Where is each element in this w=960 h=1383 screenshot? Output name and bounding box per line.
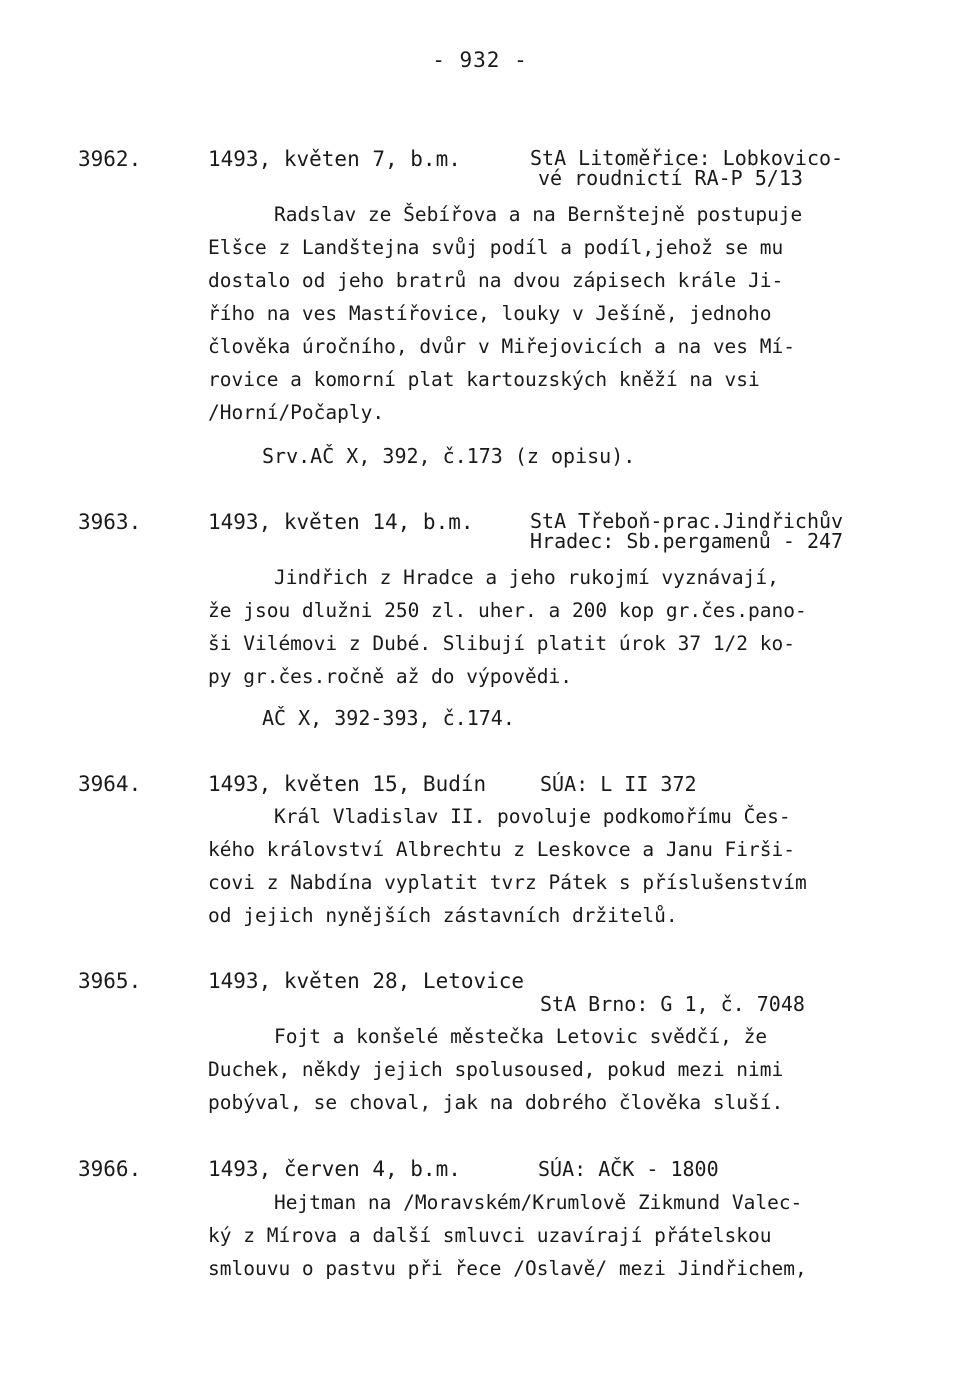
entry-number: 3966. <box>78 1157 142 1181</box>
summary-line: že jsou dlužni 250 zl. uher. a 200 kop gr.čes.pano- <box>208 599 807 622</box>
entry-number: 3963. <box>78 510 142 534</box>
summary-line: Hejtman na /Moravském/Krumlově Zikmund Valec- <box>274 1191 803 1214</box>
entry-summary <box>208 198 888 429</box>
archive-line: Hradec: Sb.pergamenů - 247 <box>530 529 844 553</box>
summary-line: ký z Mírova a další smluvci uzavírají přátelskou <box>208 1224 772 1247</box>
summary-line: py gr.čes.ročně až do výpovědi. <box>208 665 572 688</box>
summary-line: člověka úročního, dvůr v Miřejovicích a na ves Mí- <box>208 335 795 358</box>
entry-date: 1493, květen 14, b.m. <box>208 510 474 534</box>
summary-line: dostalo od jeho bratrů na dvou zápisech krále Ji- <box>208 269 784 292</box>
summary-line: covi z Nabdína vyplatit tvrz Pátek s příslušenstvím <box>208 871 807 894</box>
entry-date: 1493, květen 7, b.m. <box>208 147 461 171</box>
entry-summary <box>208 1186 888 1285</box>
summary-line: od jejich nynějších zástavních držitelů. <box>208 904 678 927</box>
entry-number: 3964. <box>78 772 142 796</box>
archive-line: StA Třeboň-prac.Jindřichův <box>530 509 844 533</box>
entry-number: 3965. <box>78 969 142 993</box>
archive-reference <box>530 511 843 551</box>
summary-line: ši Vilémovi z Dubé. Slibují platit úrok 37 1/2 ko- <box>208 632 795 655</box>
summary-line: Fojt a konšelé městečka Letovic svědčí, že <box>274 1025 768 1048</box>
edition-reference: AČ X, 392-393, č.174. <box>262 706 515 730</box>
archive-line: SÚA: L II 372 <box>540 772 697 796</box>
summary-line: pobýval, se choval, jak na dobrého člověka sluší. <box>208 1091 784 1114</box>
archive-line: SÚA: AČK - 1800 <box>538 1157 719 1181</box>
entry-summary <box>208 1020 888 1119</box>
entry-summary <box>208 561 888 693</box>
archive-line: StA Litoměřice: Lobkovico- <box>530 146 844 170</box>
archive-line: StA Brno: G 1, č. 7048 <box>540 992 805 1016</box>
summary-line: Radslav ze Šebířova a na Bernštejně postupuje <box>274 203 803 226</box>
entry-summary <box>208 800 888 932</box>
archive-reference <box>530 148 843 188</box>
summary-line: /Horní/Počaply. <box>208 401 385 424</box>
summary-line: rovice a komorní plat kartouzských kněží na vsi <box>208 368 760 391</box>
page-number: - 932 - <box>432 48 528 72</box>
summary-line: Jindřich z Hradce a jeho rukojmí vyznávají, <box>274 566 779 589</box>
summary-line: řího na ves Mastířovice, louky v Ješíně, jednoho <box>208 302 772 325</box>
summary-line: Duchek, někdy jejich spolusoused, pokud mezi nimi <box>208 1058 784 1081</box>
summary-line: smlouvu o pastvu při řece /Oslavě/ mezi Jindřichem, <box>208 1257 807 1280</box>
archive-reference <box>540 774 697 794</box>
archive-reference <box>540 994 805 1014</box>
entry-number: 3962. <box>78 147 142 171</box>
archive-line: vé roudnictí RA-P 5/13 <box>538 166 803 190</box>
summary-line: kého království Albrechtu z Leskovce a Janu Firši- <box>208 838 795 861</box>
edition-reference: Srv.AČ X, 392, č.173 (z opisu). <box>262 444 636 468</box>
entry-date: 1493, květen 28, Letovice <box>208 969 525 993</box>
entry-date: 1493, květen 15, Budín <box>208 772 487 796</box>
summary-line: Elšce z Landštejna svůj podíl a podíl,jehož se mu <box>208 236 784 259</box>
archive-reference <box>538 1159 719 1179</box>
summary-line: Král Vladislav II. povoluje podkomořímu Čes- <box>274 805 791 828</box>
entry-date: 1493, červen 4, b.m. <box>208 1157 461 1181</box>
